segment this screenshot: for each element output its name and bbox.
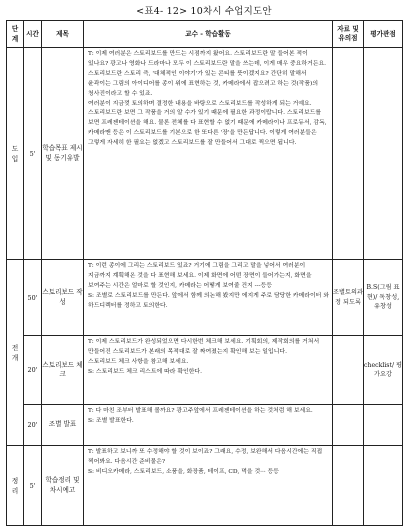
table-row xyxy=(7,48,403,260)
header-evaluation: 평가관점 xyxy=(364,21,403,48)
subject-cell: 스토리보드 작성 xyxy=(42,260,84,336)
table-row xyxy=(7,260,403,336)
activity-paragraph: S: 비디오카메라, 스토리보드, 소품을, 화장품, 테이프, CD, 먹을 것··· 등등 xyxy=(88,468,280,475)
header-activity: 교수 - 학습활동 xyxy=(84,21,333,48)
activity-paragraph: 스토리보드 체크 사항을 참고해 보세요. xyxy=(88,358,189,365)
activity-paragraph: T: 이제 여러분은 스토리보드를 만드는 시점까지 왔어요. 스토리보드란 말 들어본 적이 있나요? 광고나 영화나 드라마나 모두 이 스토리보드란 말을 쓰는데, 이게 매우 중요하거든요. 스토리보드란 스토리 즉, '대체적인 이야기'가 있는 콘티를 뜻이겠지요? 간단히 말해서 윤곽이는 그림의 아이디어를 종이 위에 표현하는 것, 카메라에서 잡으려고 하는 것(작품)의 청사진이라고 할 수 있죠. xyxy=(88,51,327,97)
header-materials: 자료 및 유의점 xyxy=(333,21,364,48)
subject-cell: 조별 발표 xyxy=(42,405,84,446)
activity-paragraph: 여러분이 지금껏 토의하며 결정한 내용을 바탕으로 스토리보드를 작성하게 되는 거예요. 스토리보드란 보면 그 작품을 거의 알 수가 있기 때문에 필요한 과정이랍니다. 스토리보드를 보면 프레젠테이션을 해요. 물론 전체를 다 표현할 수 없기 때문에 카메라이나 프로듀서, 감독, 카메라맨 등은 이 스토리보드를 기본으로 한 또다른 '장'을 만든답니다. 이렇게 여러분들은 그렇게 자세히 한 필요는 없겠고 스토리보드를 잘 만들어서 그대로 찍으면 됩니다. xyxy=(88,100,327,147)
evaluation-cell xyxy=(364,48,403,260)
activity-cell xyxy=(84,446,333,526)
table-row xyxy=(7,336,403,405)
subject-cell: 스토리보드 체크 xyxy=(42,336,84,405)
activity-paragraph: T: 이제 스토리보드가 완성되었으면 다시한번 체크해 보세요. 기획회의, 제작회의를 거쳐서 만들어진 스토리보드가 본래의 목적대로 잘 짜여졌는지 확인해 보는 일입니다. xyxy=(88,339,320,355)
evaluation-cell: checklist/ 평가요강 xyxy=(364,336,403,405)
time-cell: 5' xyxy=(24,446,42,526)
stage-cell: 전개 xyxy=(7,260,24,446)
header-stage: 단계 xyxy=(7,21,24,48)
activity-cell xyxy=(84,48,333,260)
evaluation-cell xyxy=(364,446,403,526)
activity-cell xyxy=(84,405,333,446)
materials-cell xyxy=(333,48,364,260)
activity-paragraph: T: 발표하고 보니까 또 수정해야 할 것이 보이죠? 그래요, 수정, 보완해서 다음시간에는 직접 찍어봐요. 다음시간 준비물은? xyxy=(88,449,323,465)
materials-cell: 조별토의과 정 되도록 xyxy=(333,260,364,336)
header-time: 시간 xyxy=(24,21,42,48)
table-row xyxy=(7,405,403,446)
materials-cell xyxy=(333,405,364,446)
stage-cell: 도입 xyxy=(7,48,24,260)
activity-paragraph: S: 조별 발표한다. xyxy=(88,417,134,424)
time-cell: 20' xyxy=(24,336,42,405)
stage-cell: 정리 xyxy=(7,446,24,526)
header-row xyxy=(7,21,403,48)
activity-paragraph: T: 다 마친 조부터 발표해 볼까요? 광고주앞에서 프레젠테이션을 하는 것처럼 해 보세요. xyxy=(88,408,313,414)
materials-cell xyxy=(333,336,364,405)
evaluation-cell xyxy=(364,405,403,446)
subject-cell: 학습목표 제시 및 동기유발 xyxy=(42,48,84,260)
subject-cell: 학습정리 및 차시예고 xyxy=(42,446,84,526)
table-row xyxy=(7,446,403,526)
time-cell: 20' xyxy=(24,405,42,446)
activity-paragraph: T: 이런 종이에 그리는 스토리보드 있죠? 거기에 그림을 그리고 말을 넣어서 여러분이 지금까지 계획해온 것을 다 표현해 보세요. 이제 화면에 어떤 장면이 들어가는지, 화면을 보여주는 시간은 얼마로 할 것인지, 카메라는 어떻게 보여줄 건지 ---등등 xyxy=(88,263,312,289)
activity-cell xyxy=(84,260,333,336)
table-title: <표4- 12> 10차시 수업지도안 xyxy=(136,6,272,17)
time-cell: 50' xyxy=(24,260,42,336)
time-cell: 5' xyxy=(24,48,42,260)
materials-cell xyxy=(333,446,364,526)
evaluation-cell: B.S(그림 표현)/ 독창성, 유창성 xyxy=(364,260,403,336)
activity-paragraph: S: 스토리보드 체크 리스트에 따라 확인한다. xyxy=(88,368,202,375)
lesson-plan-table xyxy=(6,20,403,526)
activity-paragraph: S: 조별로 스토리보드를 만든다. 앞에서 함께 의논해 봤지만 에지게 주로 담당한 카메라이터 와 하드디렉터를 정하고 토의한다. xyxy=(88,292,329,309)
header-subject: 제목 xyxy=(42,21,84,48)
activity-cell xyxy=(84,336,333,405)
